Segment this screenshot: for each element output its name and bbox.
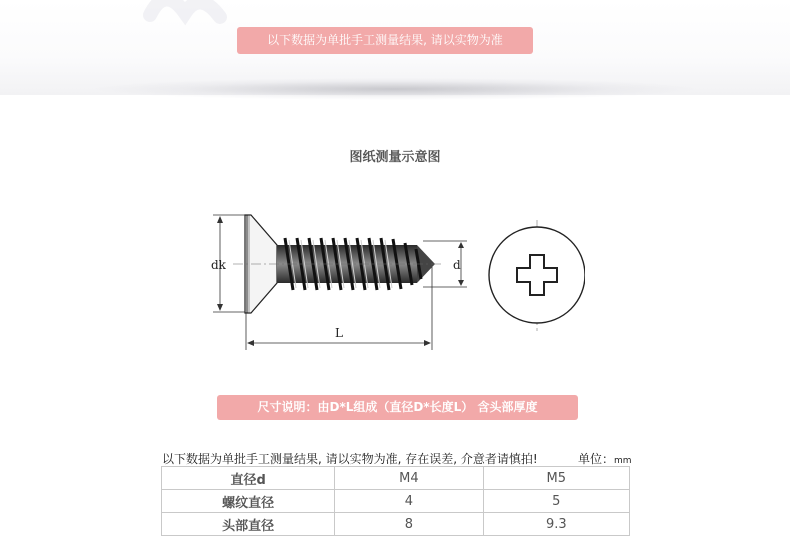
row-label: 螺纹直径: [162, 490, 335, 513]
cell-m4: M4: [335, 467, 483, 490]
decorative-pattern: [130, 0, 240, 35]
top-banner-label: 以下数据为单批手工测量结果, 请以实物为准: [237, 27, 533, 54]
unit-label-text: 单位：: [578, 452, 615, 466]
unit-label: [578, 450, 632, 467]
dk-label: dk: [211, 258, 226, 272]
d-label: d: [453, 258, 461, 272]
cell-m4: 4: [335, 490, 483, 513]
unit-value: mm: [614, 456, 632, 466]
row-label: 直径d: [162, 467, 335, 490]
cell-m4: 8: [335, 513, 483, 536]
drawing-title: 图纸测量示意图: [349, 150, 441, 165]
cell-m5: 9.3: [483, 513, 629, 536]
size-explanation: 尺寸说明：由D*L组成（直径D*长度L） 含头部厚度: [217, 395, 578, 420]
screw-drawing: [205, 205, 585, 360]
banner-shadow: [95, 78, 695, 100]
row-label: 头部直径: [162, 513, 335, 536]
spec-table: [161, 466, 630, 536]
cell-m5: M5: [483, 467, 629, 490]
table-row: [162, 490, 630, 513]
l-label: L: [335, 326, 343, 340]
table-note: 以下数据为单批手工测量结果, 请以实物为准, 存在误差, 介意者请慎拍!: [162, 452, 538, 466]
screw-top-view: [489, 220, 585, 331]
table-row: [162, 513, 630, 536]
cell-m5: 5: [483, 490, 629, 513]
table-row: [162, 467, 630, 490]
